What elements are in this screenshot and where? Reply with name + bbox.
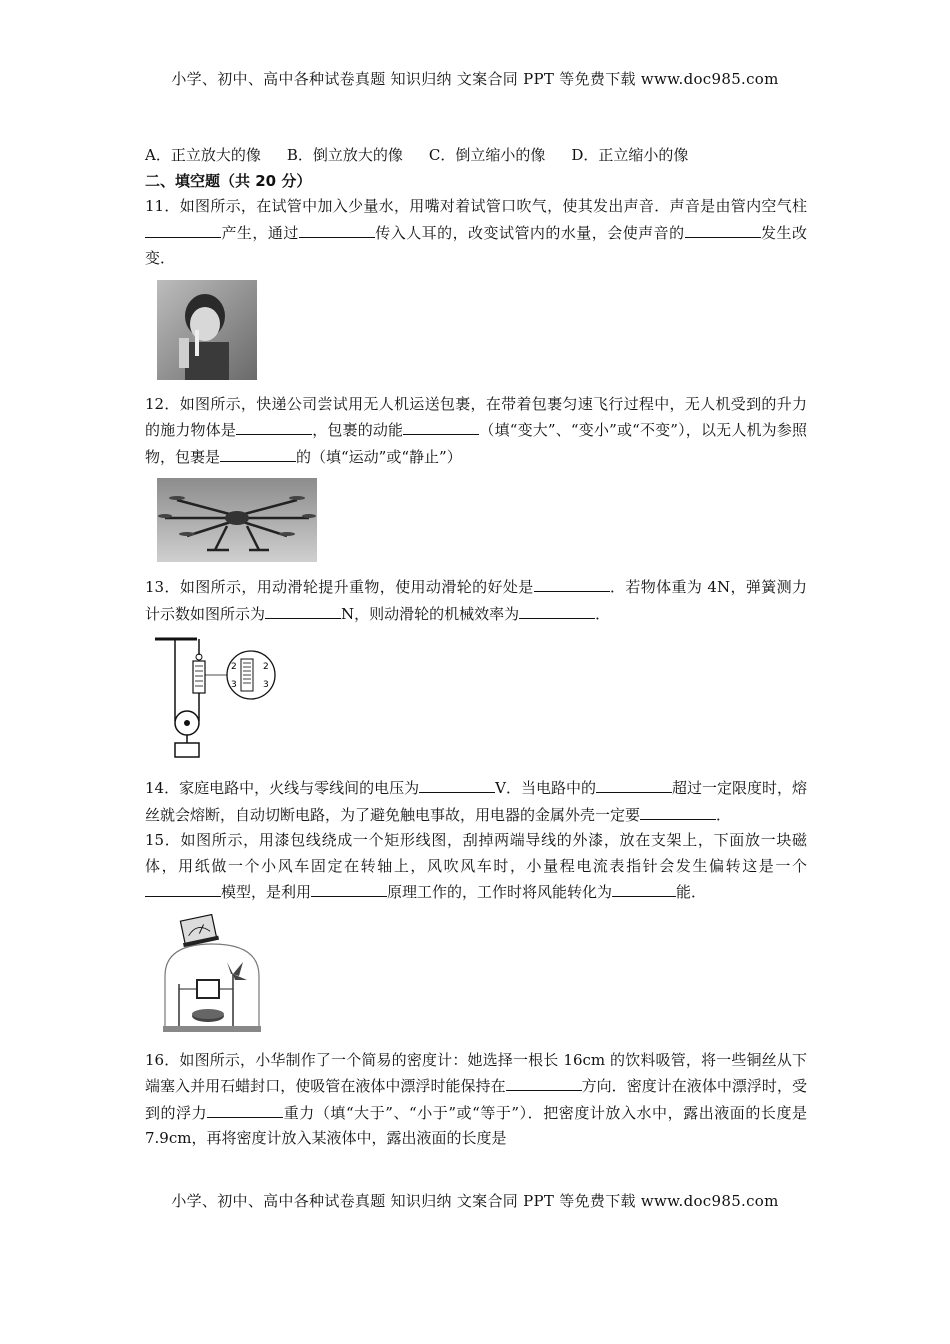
- q15-text-3: 原理工作的，工作时将风能转化为: [387, 883, 613, 901]
- scale-label: 2: [231, 662, 237, 672]
- q11-text-2: 产生，通过: [221, 223, 299, 242]
- q12-text-4: 的（填“运动”或“静止”）: [296, 447, 462, 466]
- answer-blank[interactable]: [506, 1073, 582, 1091]
- q14-text-3: 超过一定限度时，熔丝就会熔断，自动切断电路，为了避免触电事故，用电器的金属外壳一定要: [145, 779, 807, 824]
- q13-text-4: ．: [595, 604, 611, 623]
- answer-blank[interactable]: [145, 879, 221, 897]
- page-footer: 小学、初中、高中各种试卷真题 知识归纳 文案合同 PPT 等免费下载 www.doc985.com: [171, 1192, 779, 1210]
- q12-text-3: （填“变大”、“变小”或“不变”），以无人机为参照物，包裹是: [145, 421, 807, 466]
- q11-text-1: 11．如图所示，在试管中加入少量水，用嘴对着试管口吹气，使其发出声音．声音是由管内空气柱: [145, 197, 807, 215]
- answer-blank[interactable]: [299, 220, 375, 238]
- answer-blank[interactable]: [145, 220, 221, 238]
- answer-blank[interactable]: [207, 1100, 283, 1118]
- q14-text-1: 14．家庭电路中，火线与零线间的电压为: [145, 779, 420, 797]
- q15-text-2: 模型，是利用: [221, 883, 312, 901]
- question-14: [145, 775, 807, 828]
- q14-text-4: ．: [716, 805, 732, 824]
- option-d: D．正立缩小的像: [571, 146, 689, 164]
- answer-blank[interactable]: [685, 220, 761, 238]
- q13-text-2: ．若物体重为 4N，弹簧测力计示数如图所示为: [145, 578, 807, 623]
- scale-label: 2: [263, 662, 269, 672]
- girl-blowing-test-tube-photo: [157, 280, 807, 380]
- option-a: A．正立放大的像: [145, 146, 261, 164]
- q12-text-1: 12．如图所示，快递公司尝试用无人机运送包裹，在带着包裹匀速飞行过程中，无人机受到的升力的施力物体是: [145, 394, 807, 439]
- answer-blank[interactable]: [640, 802, 716, 820]
- q11-text-4: 发生改变．: [145, 223, 807, 267]
- exam-content: [145, 143, 807, 1152]
- option-b: B．倒立放大的像: [286, 146, 403, 164]
- answer-blank[interactable]: [419, 775, 495, 793]
- q11-text-3: 传入人耳的，改变试管内的水量，会使声音的: [374, 223, 685, 242]
- answer-blank[interactable]: [311, 879, 387, 897]
- q12-text-2: ，包裹的动能: [312, 421, 404, 439]
- answer-blank[interactable]: [612, 879, 676, 897]
- question-15: [145, 828, 807, 906]
- scale-label: 3: [263, 680, 269, 690]
- q16-text-3: 重力（填“大于”、“小于”或“等于”）．把密度计放入水中，露出液面的长度是 7.9cm，再将密度计放入某液体中，露出液面的长度是: [145, 1103, 807, 1147]
- q13-text-3: N，则动滑轮的机械效率为: [341, 604, 520, 623]
- q16-text-1: 16．如图所示，小华制作了一个简易的密度计：她选择一根长 16cm 的饮料吸管，将一些铜丝从下端塞入并用石蜡封口，使吸管在液体中漂浮时能保持在: [145, 1050, 807, 1095]
- answer-blank[interactable]: [403, 417, 479, 435]
- section-title: 二、填空题（共 20 分）: [145, 171, 312, 190]
- wind-generator-model-diagram: [157, 914, 807, 1036]
- scale-label: 3: [231, 680, 237, 690]
- q10-options: [145, 143, 807, 169]
- answer-blank[interactable]: [519, 601, 595, 619]
- page-header: 小学、初中、高中各种试卷真题 知识归纳 文案合同 PPT 等免费下载 www.doc985.com: [171, 70, 779, 88]
- question-16: [145, 1048, 807, 1152]
- q13-text-1: 13．如图所示，用动滑轮提升重物，使用动滑轮的好处是: [145, 578, 534, 596]
- q15-text-4: 能．: [676, 883, 707, 901]
- question-13: [145, 574, 807, 627]
- pulley-diagram: [151, 635, 807, 763]
- question-12: [145, 392, 807, 471]
- answer-blank[interactable]: [236, 417, 312, 435]
- q15-text-1: 15．如图所示，用漆包线绕成一个矩形线图，刮掉两端导线的外漆，放在支架上，下面放一块磁体，用纸做一个小风车固定在转轴上，风吹风车时，小量程电流表指针会发生偏转这是一个: [145, 831, 807, 875]
- answer-blank[interactable]: [596, 775, 672, 793]
- q16-text-2: 方向．密度计在液体中漂浮时，受到的浮力: [145, 1077, 807, 1122]
- drone-photo: [157, 478, 807, 562]
- option-c: C．倒立缩小的像: [428, 146, 546, 164]
- answer-blank[interactable]: [265, 601, 341, 619]
- answer-blank[interactable]: [220, 444, 296, 462]
- question-11: [145, 194, 807, 272]
- q14-text-2: V．当电路中的: [495, 779, 596, 797]
- answer-blank[interactable]: [534, 574, 610, 592]
